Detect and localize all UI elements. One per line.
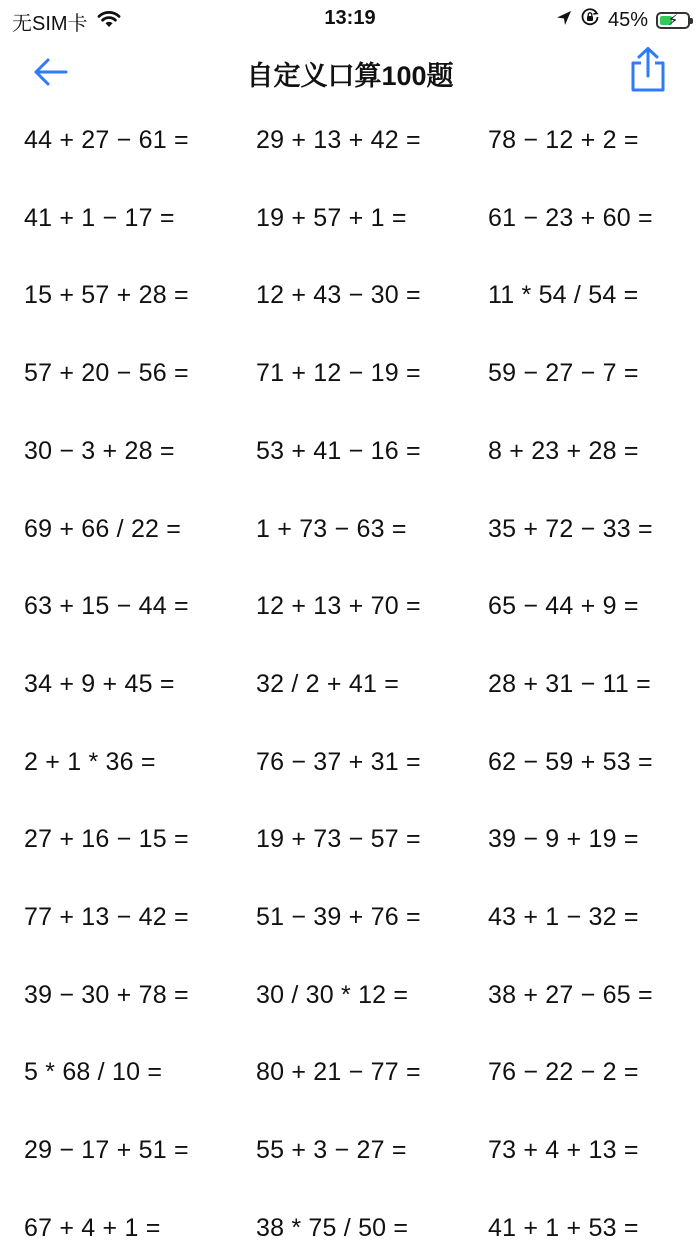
problem-item: 55 + 3 − 27 = bbox=[256, 1136, 407, 1165]
charging-bolt-icon: ⚡ bbox=[667, 11, 679, 29]
problem-item: 38 + 27 − 65 = bbox=[488, 980, 653, 1009]
problem-item: 39 − 9 + 19 = bbox=[488, 825, 639, 854]
problem-item: 63 + 15 − 44 = bbox=[24, 592, 189, 621]
problem-item: 65 − 44 + 9 = bbox=[488, 592, 639, 621]
problem-item: 51 − 39 + 76 = bbox=[256, 903, 421, 931]
problem-item: 5 * 68 / 10 = bbox=[24, 1058, 163, 1087]
problem-item: 67 + 4 + 1 = bbox=[24, 1213, 161, 1242]
problem-item: 43 + 1 − 32 = bbox=[488, 903, 639, 931]
battery-percent: 45% bbox=[607, 8, 648, 31]
battery-icon bbox=[656, 12, 690, 29]
problem-item: 2 + 1 * 36 = bbox=[24, 747, 156, 776]
problem-item: 12 + 43 − 30 = bbox=[256, 281, 421, 310]
problem-item: 38 * 75 / 50 = bbox=[256, 1213, 409, 1242]
carrier-label: 无SIM卡 bbox=[12, 13, 88, 35]
problem-item: 57 + 20 − 56 = bbox=[24, 359, 189, 388]
problem-item: 41 + 1 − 17 = bbox=[24, 203, 175, 232]
problem-item: 30 − 3 + 28 = bbox=[24, 436, 175, 465]
location-arrow-icon bbox=[556, 9, 572, 32]
problem-item: 34 + 9 + 45 = bbox=[24, 669, 175, 698]
problem-item: 44 + 27 − 61 = bbox=[24, 126, 189, 154]
status-time: 13:19 bbox=[324, 7, 376, 29]
problem-item: 11 * 54 / 54 = bbox=[488, 281, 639, 310]
problem-item: 30 / 30 * 12 = bbox=[256, 980, 409, 1009]
problem-item: 59 − 27 − 7 = bbox=[488, 359, 639, 388]
problem-item: 32 / 2 + 41 = bbox=[256, 669, 399, 698]
problem-item: 61 − 23 + 60 = bbox=[488, 203, 653, 232]
problem-item: 29 − 17 + 51 = bbox=[24, 1136, 189, 1165]
problem-item: 76 − 22 − 2 = bbox=[488, 1058, 639, 1087]
problem-item: 15 + 57 + 28 = bbox=[24, 281, 189, 310]
problem-item: 28 + 31 − 11 = bbox=[488, 669, 651, 698]
problem-item: 35 + 72 − 33 = bbox=[488, 514, 653, 543]
problem-item: 29 + 13 + 42 = bbox=[256, 126, 421, 154]
problem-item: 76 − 37 + 31 = bbox=[256, 747, 421, 776]
orientation-lock-icon bbox=[580, 7, 600, 33]
problem-item: 62 − 59 + 53 = bbox=[488, 747, 653, 776]
problem-item: 41 + 1 + 53 = bbox=[488, 1213, 639, 1242]
problem-item: 69 + 66 / 22 = bbox=[24, 514, 182, 543]
navigation-bar bbox=[0, 40, 700, 104]
problem-item: 19 + 73 − 57 = bbox=[256, 825, 421, 854]
problem-item: 53 + 41 − 16 = bbox=[256, 436, 421, 465]
problem-item: 77 + 13 − 42 = bbox=[24, 903, 189, 931]
problem-item: 80 + 21 − 77 = bbox=[256, 1058, 421, 1087]
status-bar bbox=[0, 0, 700, 40]
page-title: 自定义口算100题 bbox=[246, 61, 454, 91]
problem-item: 1 + 73 − 63 = bbox=[256, 514, 407, 543]
share-button[interactable] bbox=[626, 46, 670, 94]
problem-item: 73 + 4 + 13 = bbox=[488, 1136, 639, 1165]
problem-item: 19 + 57 + 1 = bbox=[256, 203, 407, 232]
share-icon bbox=[626, 46, 670, 94]
problem-item: 78 − 12 + 2 = bbox=[488, 126, 639, 154]
problem-item: 71 + 12 − 19 = bbox=[256, 359, 421, 388]
problem-item: 27 + 16 − 15 = bbox=[24, 825, 189, 854]
status-right bbox=[548, 7, 690, 33]
problem-item: 8 + 23 + 28 = bbox=[488, 436, 639, 465]
problem-item: 39 − 30 + 78 = bbox=[24, 980, 189, 1009]
problem-item: 12 + 13 + 70 = bbox=[256, 592, 421, 621]
